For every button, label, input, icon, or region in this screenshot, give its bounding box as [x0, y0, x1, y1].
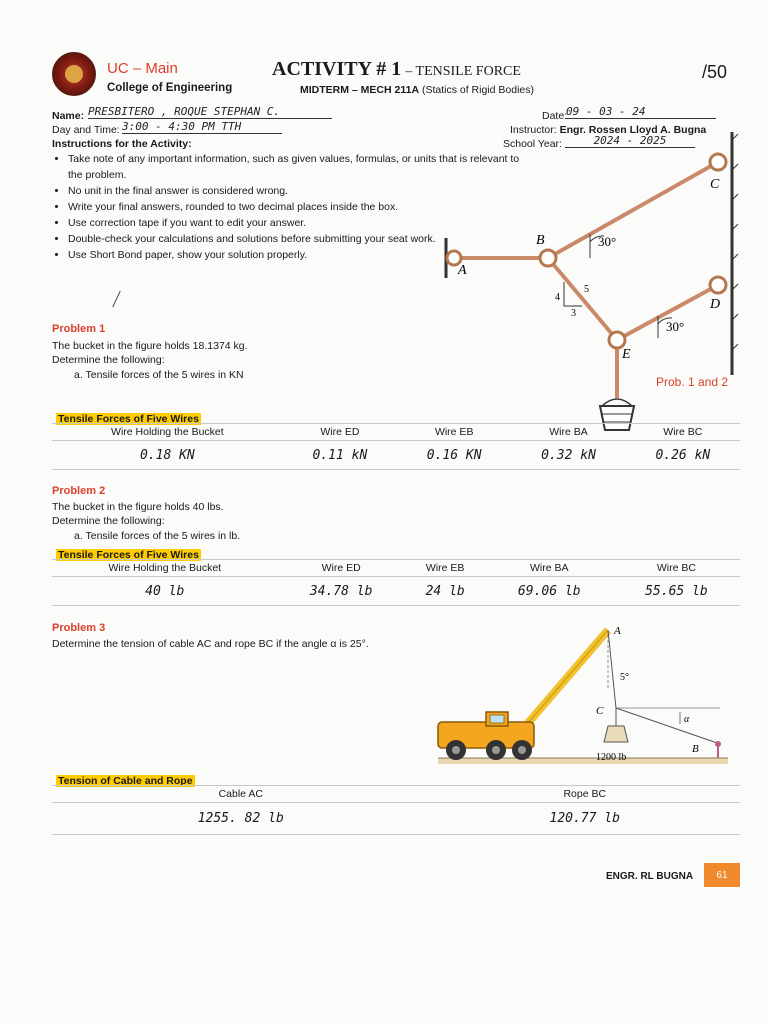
- label-c: C: [710, 177, 720, 192]
- problem1-determine: Determine the following:: [52, 354, 165, 366]
- label-a: A: [458, 263, 467, 278]
- label-c: C: [596, 705, 604, 717]
- header-cell: Wire BA: [486, 560, 613, 577]
- label-a: A: [614, 625, 621, 637]
- answer-cell[interactable]: 1255. 82 lb: [52, 803, 430, 835]
- header-cell: Wire Holding the Bucket: [52, 560, 278, 577]
- university-seal: [52, 52, 96, 96]
- instruction-item: • Double-check your calculations and solutions before submitting your seat work.: [68, 231, 522, 247]
- problem3-title: Problem 3: [52, 622, 106, 634]
- slope-hyp: 5: [584, 284, 589, 295]
- ring-d: [710, 277, 726, 293]
- angle-alpha: α: [684, 714, 690, 725]
- answer-cell[interactable]: 55.65 lb: [613, 577, 740, 606]
- instructions-title: Instructions for the Activity:: [52, 138, 192, 150]
- header-cell: Wire EB: [397, 424, 511, 441]
- header-cell: Wire BC: [626, 424, 740, 441]
- problem2-determine: Determine the following:: [52, 515, 165, 527]
- slope-run: 3: [571, 308, 576, 319]
- header-cell: Wire BC: [613, 560, 740, 577]
- figure-caption: Prob. 1 and 2: [656, 375, 729, 389]
- schoolyear-field[interactable]: 2024 - 2025: [565, 134, 695, 148]
- problem2-title: Problem 2: [52, 485, 106, 497]
- answer-cell[interactable]: 40 lb: [52, 577, 278, 606]
- problem3-table-title: Tension of Cable and Rope: [58, 775, 193, 787]
- name-field[interactable]: PRESBITERO , ROQUE STEPHAN C.: [88, 105, 332, 119]
- wire-bc: [548, 162, 718, 258]
- exam-label: MIDTERM – MECH 211A (Statics of Rigid Bodies): [300, 84, 534, 96]
- page-number-badge: [704, 863, 740, 887]
- answer-cell[interactable]: 0.26 kN: [626, 441, 740, 470]
- pen-mark: [112, 291, 121, 308]
- page-number: 61: [716, 869, 728, 881]
- label-e: E: [622, 347, 631, 362]
- problem1-text: The bucket in the figure holds 18.1374 kg.: [52, 340, 248, 352]
- name-label: Name:: [52, 110, 85, 122]
- ring-e: [609, 332, 625, 348]
- college-name: College of Engineering: [107, 82, 233, 94]
- answer-cell[interactable]: 120.77 lb: [430, 803, 741, 835]
- activity-title: ACTIVITY # 1 – TENSILE FORCE: [272, 58, 521, 80]
- daytime-label: Day and Time:: [52, 124, 120, 136]
- date-label: Date:: [542, 110, 568, 122]
- problem1-title: Problem 1: [52, 323, 106, 335]
- date-field[interactable]: 09 - 03 - 24: [566, 105, 716, 119]
- instruction-item: • Take note of any important information, such as given values, formulas, or units that is relevant to the problem.: [68, 151, 522, 183]
- problem2-table: [52, 559, 740, 606]
- answer-cell[interactable]: 0.18 KN: [52, 441, 283, 470]
- rope-bc: [616, 708, 720, 744]
- wire-system-figure: [430, 130, 750, 440]
- answer-cell[interactable]: 24 lb: [405, 577, 486, 606]
- angle-bottom: 30°: [666, 319, 685, 334]
- load-label: 1200 lb: [596, 752, 627, 763]
- answer-cell[interactable]: 0.16 KN: [397, 441, 511, 470]
- problem2-table-title: Tensile Forces of Five Wires: [58, 549, 199, 561]
- schoolyear-label: School Year:: [503, 138, 562, 150]
- slope-rise: 4: [555, 292, 560, 303]
- answer-cell[interactable]: 69.06 lb: [486, 577, 613, 606]
- instruction-item: • Use Short Bond paper, show your solution properly.: [68, 247, 522, 263]
- label-b: B: [692, 743, 699, 755]
- instructor-label: Instructor: Engr. Rossen Lloyd A. Bugna: [510, 124, 707, 136]
- header-cell: Wire BA: [511, 424, 625, 441]
- problem2-text: The bucket in the figure holds 40 lbs.: [52, 501, 224, 513]
- crane-figure: [430, 618, 740, 770]
- answer-cell[interactable]: 34.78 lb: [278, 577, 405, 606]
- load-weight: [604, 726, 628, 742]
- score-box: /50: [702, 62, 728, 82]
- daytime-field[interactable]: 3:00 - 4:30 PM TTH: [122, 120, 282, 134]
- problem1-table-title: Tensile Forces of Five Wires: [58, 413, 199, 425]
- header-cell: Cable AC: [52, 786, 430, 803]
- label-b: B: [536, 233, 545, 248]
- ring-b: [540, 250, 556, 266]
- instruction-item: • Write your final answers, rounded to two decimal places inside the box.: [68, 199, 522, 215]
- problem2-item: a. Tensile forces of the 5 wires in lb.: [74, 530, 241, 542]
- footer-author: ENGR. RL BUGNA: [606, 871, 694, 882]
- instruction-item: • No unit in the final answer is considered wrong.: [68, 183, 522, 199]
- problem1-table: [52, 423, 740, 470]
- problem1-item: a. Tensile forces of the 5 wires in KN: [74, 369, 244, 381]
- problem3-table: [52, 785, 740, 835]
- header-cell: Wire ED: [278, 560, 405, 577]
- label-d: D: [710, 297, 721, 312]
- header-cell: Wire Holding the Bucket: [52, 424, 283, 441]
- ring-c: [710, 154, 726, 170]
- problem3-text: Determine the tension of cable AC and rope BC if the angle α is 25°.: [52, 638, 369, 650]
- angle-5: 5°: [620, 672, 629, 683]
- header-cell: Wire EB: [405, 560, 486, 577]
- university-name: UC – Main: [107, 60, 178, 77]
- angle-top: 30°: [598, 234, 617, 249]
- header-cell: Wire ED: [283, 424, 397, 441]
- header-cell: Rope BC: [430, 786, 741, 803]
- answer-cell[interactable]: 0.11 kN: [283, 441, 397, 470]
- answer-cell[interactable]: 0.32 kN: [511, 441, 625, 470]
- cable-ac: [608, 630, 616, 708]
- instruction-item: • Use correction tape if you want to edit your answer.: [68, 215, 522, 231]
